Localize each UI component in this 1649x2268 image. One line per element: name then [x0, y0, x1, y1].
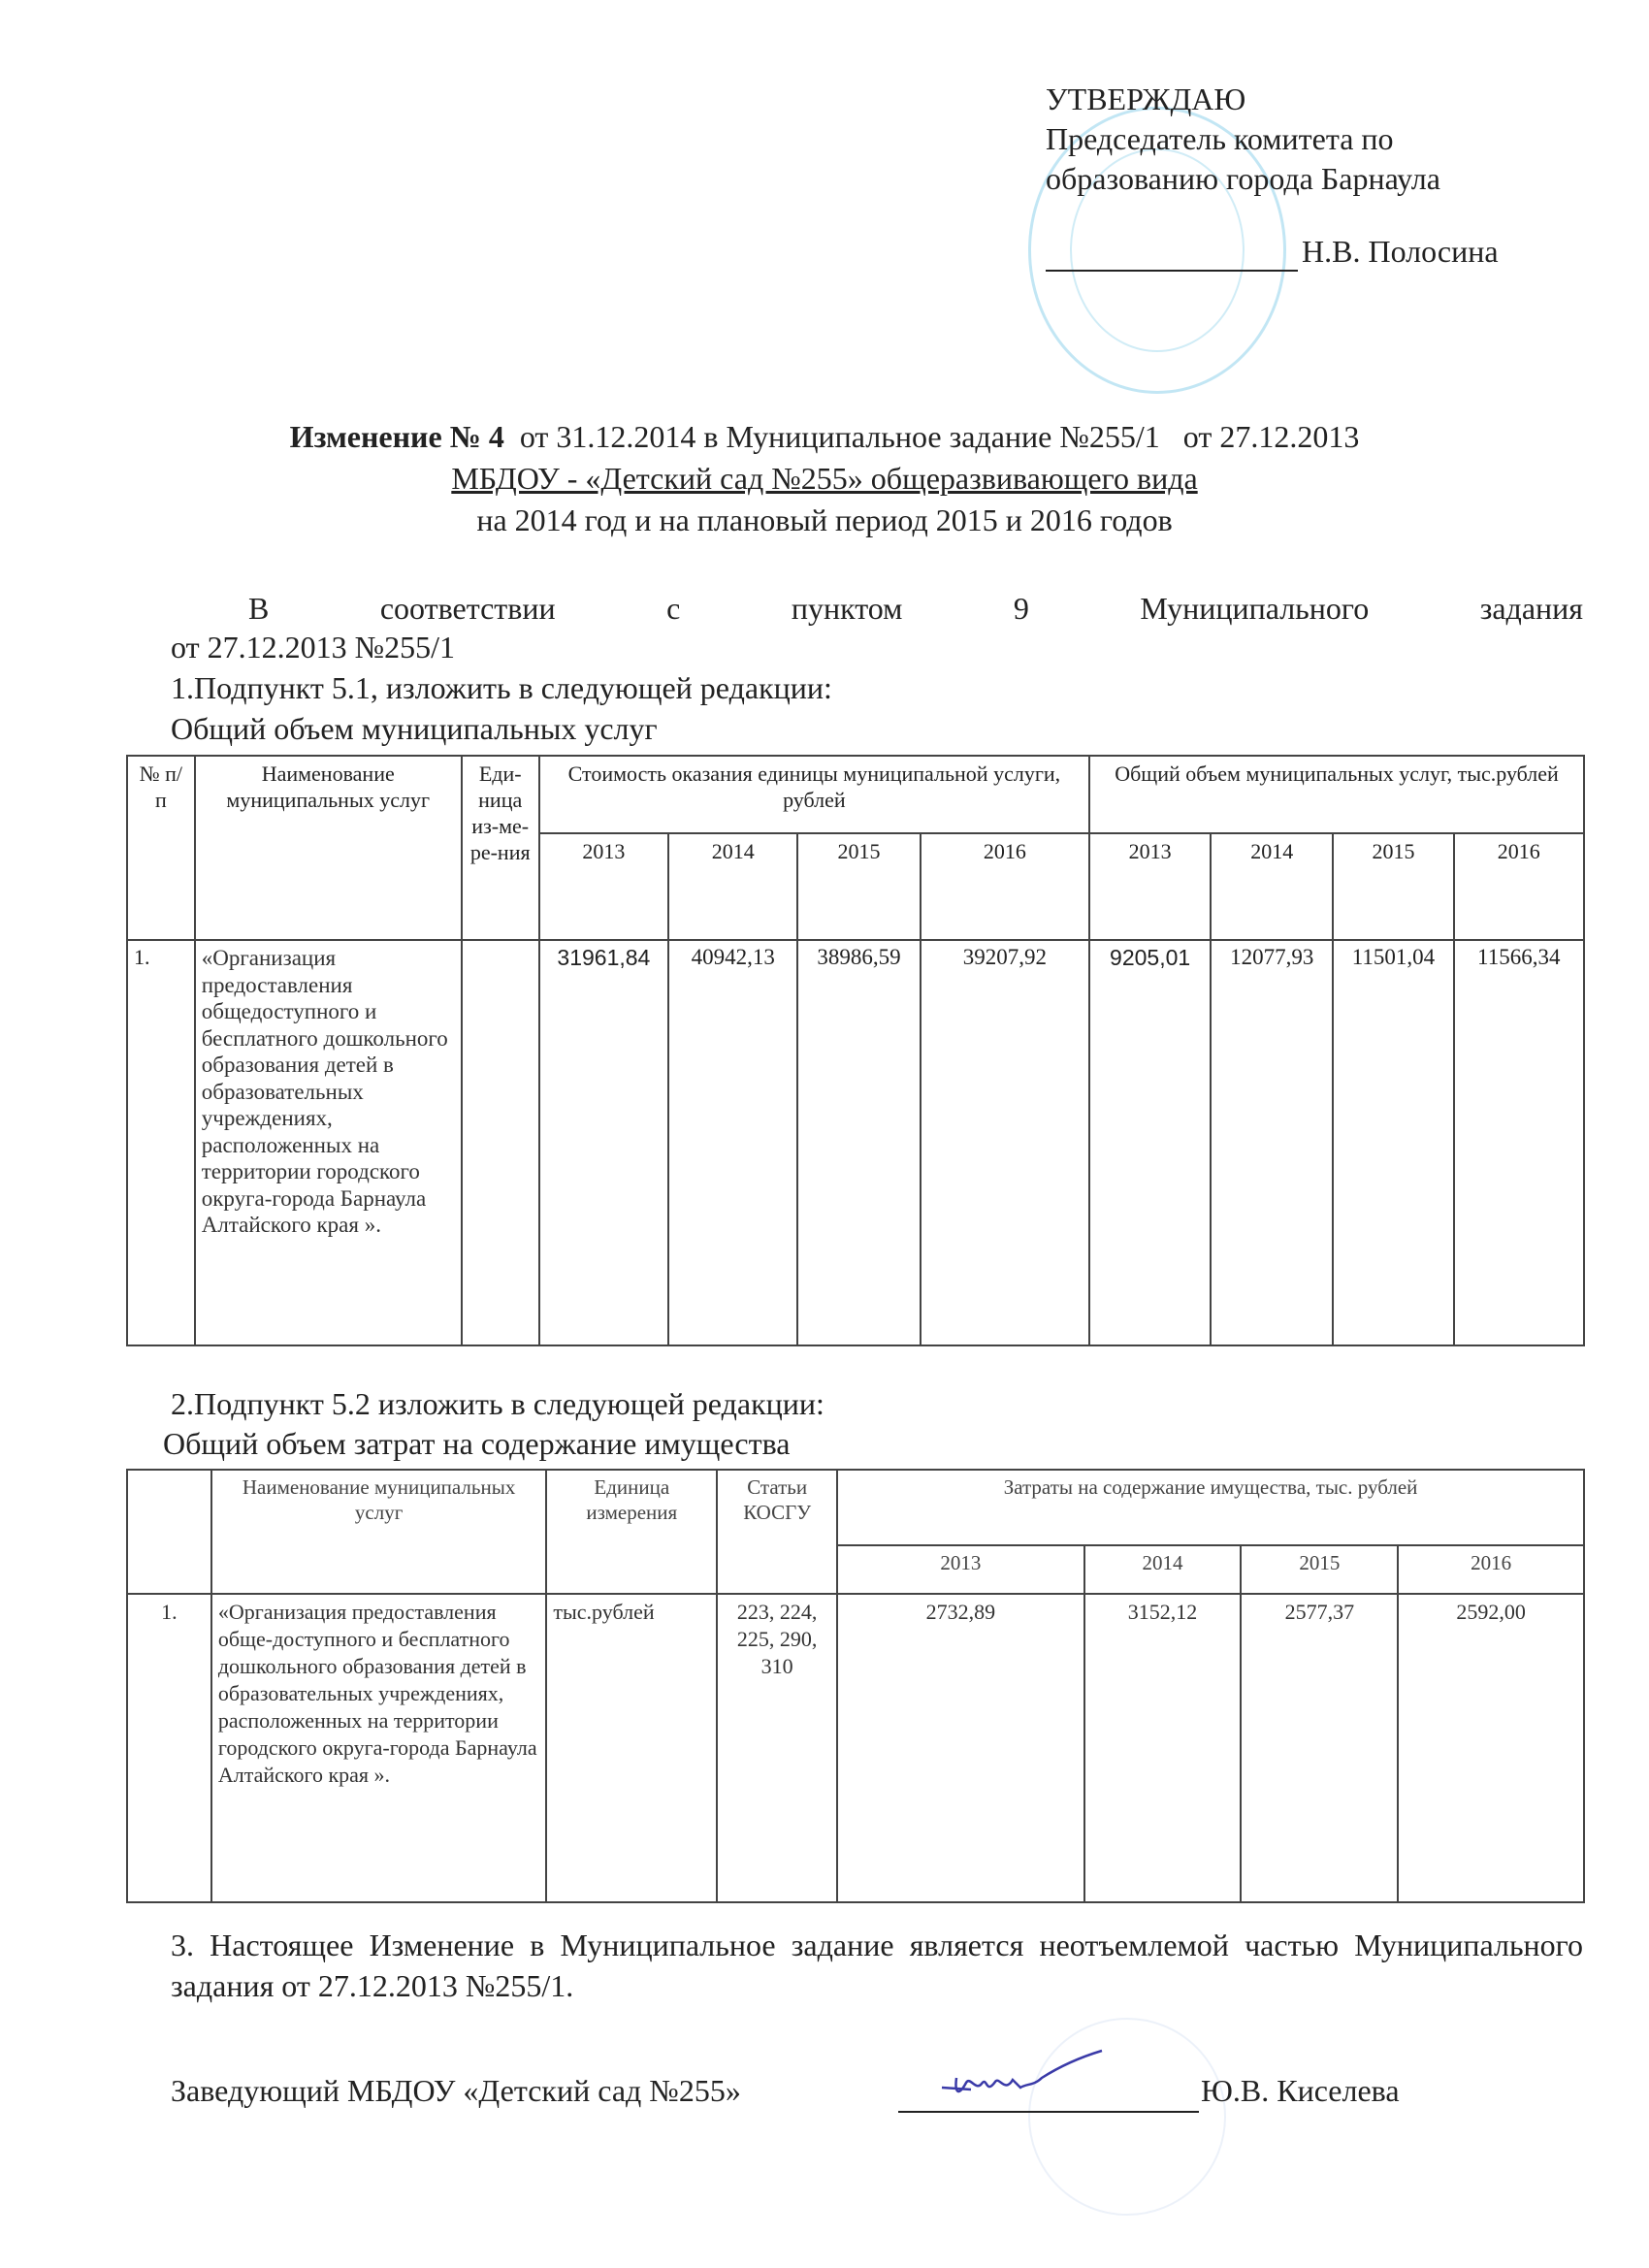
col-header-2016: 2016: [1398, 1545, 1584, 1594]
row-kosgu: 223, 224, 225, 290, 310: [717, 1594, 837, 1902]
cost-2016: 2592,00: [1398, 1594, 1584, 1902]
col-header-2013: 2013: [837, 1545, 1084, 1594]
institution-stamp: [1028, 2018, 1226, 2216]
col-header-cost-group: Стоимость оказания единицы муниципальной услуги, рублей: [539, 756, 1089, 833]
footer-position: Заведующий МБДОУ «Детский сад №255»: [171, 2073, 741, 2108]
section2-subheading: Общий объем затрат на содержание имущества: [163, 1426, 791, 1461]
col-header-cost-group: Затраты на содержание имущества, тыс. рублей: [837, 1470, 1584, 1545]
document-title-line2: [146, 461, 1504, 497]
footer-signature-line: [898, 2068, 1199, 2113]
approval-heading: УТВЕРЖДАЮ: [1046, 81, 1246, 116]
volume-2015: 11501,04: [1333, 940, 1453, 1345]
approval-block: [1046, 80, 1499, 272]
title-line1-rest: от 31.12.2014 в Муниципальное задание №255/1 от 27.12.2013: [503, 419, 1360, 454]
col-header-cost-2014: 2014: [668, 833, 797, 940]
approval-signature-row: [1046, 232, 1499, 272]
col-header-name: Наименование муниципальных услуг: [195, 756, 462, 940]
col-header-2014: 2014: [1084, 1545, 1242, 1594]
footer-signatory: Ю.В. Киселева: [1201, 2073, 1400, 2108]
intro-line1: В соответствии с пунктом 9 Муниципального задания: [248, 591, 1583, 626]
col-header-unit: Еди-ница из-ме-ре-ния: [462, 756, 539, 940]
row-unit: [462, 940, 539, 1345]
col-header-volume-2013: 2013: [1089, 833, 1211, 940]
col-header-cost-2015: 2015: [797, 833, 920, 940]
services-volume-table: [126, 755, 1585, 1346]
cost-2015: 2577,37: [1241, 1594, 1398, 1902]
col-header-kosgu: Статьи КОСГУ: [717, 1470, 837, 1594]
col-header-name: Наименование муниципальных услуг: [211, 1470, 547, 1594]
cost-2013: 2732,89: [837, 1594, 1084, 1902]
table-row: [127, 940, 1584, 1345]
col-header-2015: 2015: [1241, 1545, 1398, 1594]
col-header-cost-2016: 2016: [921, 833, 1089, 940]
section1-subheading: Общий объем муниципальных услуг: [171, 711, 658, 746]
row-num: 1.: [127, 1594, 211, 1902]
row-service-name: «Организация предоставления обще-доступного и бесплатного дошкольного образования детей в образовательных учреждениях, расположенных на территории городского округа-города Барнаула Алтайского края ».: [211, 1594, 547, 1902]
property-costs-table: [126, 1469, 1585, 1903]
volume-2016: 11566,34: [1454, 940, 1584, 1345]
approval-line2: образованию города Барнаула: [1046, 161, 1440, 196]
title-institution: МБДОУ - «Детский сад №255» общеразвивающего вида: [451, 461, 1198, 496]
section1-heading: 1.Подпункт 5.1, изложить в следующей редакции:: [171, 670, 832, 705]
col-header-num: № п/п: [127, 756, 195, 940]
col-header-num: [127, 1470, 211, 1594]
col-header-cost-2013: 2013: [539, 833, 668, 940]
title-change-number: Изменение № 4: [289, 419, 504, 454]
volume-2013: 9205,01: [1089, 940, 1211, 1345]
cost-2013: 31961,84: [539, 940, 668, 1345]
cost-2014: 3152,12: [1084, 1594, 1242, 1902]
col-header-volume-group: Общий объем муниципальных услуг, тыс.рублей: [1089, 756, 1584, 833]
row-num: 1.: [127, 940, 195, 1345]
intro-line2: от 27.12.2013 №255/1: [171, 630, 455, 664]
table-row: [127, 1594, 1584, 1902]
col-header-volume-2016: 2016: [1454, 833, 1584, 940]
approval-signature-line: [1046, 241, 1298, 272]
row-unit: тыс.рублей: [546, 1594, 717, 1902]
row-service-name: «Организация предоставления общедоступного и бесплатного дошкольного образования детей в образовательных учреждениях, расположенных на территории городского округа-города Барнаула Алтайского края ».: [195, 940, 462, 1345]
cost-2015: 38986,59: [797, 940, 920, 1345]
approval-line1: Председатель комитета по: [1046, 121, 1394, 156]
cost-2014: 40942,13: [668, 940, 797, 1345]
document-title-line3: на 2014 год и на плановый период 2015 и 2016 годов: [476, 502, 1173, 537]
section3-text: 3. Настоящее Изменение в Муниципальное задание является неотъемлемой частью Муниципального задания от 27.12.2013 №255/1.: [171, 1928, 1583, 2003]
approval-signatory: Н.В. Полосина: [1302, 234, 1499, 269]
cost-2016: 39207,92: [921, 940, 1089, 1345]
document-title-line1: [146, 419, 1504, 455]
volume-2014: 12077,93: [1211, 940, 1333, 1345]
col-header-volume-2014: 2014: [1211, 833, 1333, 940]
section2-heading: 2.Подпункт 5.2 изложить в следующей редакции:: [171, 1386, 824, 1421]
handwritten-signature-icon: [937, 2049, 1131, 2107]
col-header-unit: Единица измерения: [546, 1470, 717, 1594]
col-header-volume-2015: 2015: [1333, 833, 1453, 940]
